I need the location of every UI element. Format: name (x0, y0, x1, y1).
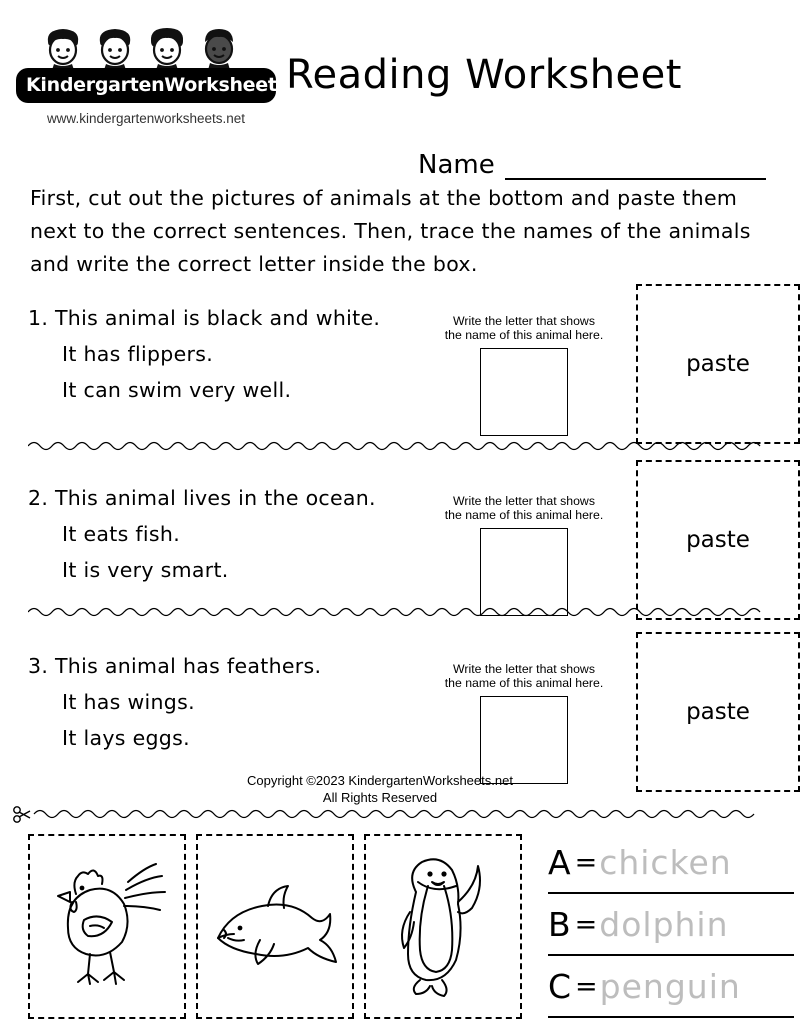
instructions-text: First, cut out the pictures of animals at the bottom and paste them next to the correct sentences. Then, trace the names of the animals and write the correct letter inside the box. (30, 186, 751, 276)
scallop-divider (28, 438, 772, 452)
question-text (28, 648, 458, 756)
question-line: It eats fish. (62, 522, 181, 546)
dolphin-picture-icon (200, 842, 350, 1012)
letter-hint-text: Write the letter that shows the name of this animal here. (444, 494, 604, 522)
question-line: It can swim very well. (62, 378, 292, 402)
page-title: Reading Worksheet (286, 52, 682, 98)
answer-key-list (548, 832, 794, 1018)
cutout-cell[interactable] (28, 834, 186, 1019)
name-label: Name (418, 150, 495, 180)
question-line: It is very smart. (62, 558, 229, 582)
question-number: 2. (28, 486, 55, 510)
question-line: It lays eggs. (62, 726, 190, 750)
name-field-row (418, 150, 766, 180)
letter-answer-area (444, 662, 604, 784)
question-text (28, 300, 458, 408)
question-line (28, 300, 458, 336)
answer-key-letter: B (548, 904, 571, 944)
cut-line (8, 804, 788, 824)
kid-face-icon (196, 24, 242, 70)
cutout-cell[interactable] (364, 834, 522, 1019)
question-line: It has flippers. (62, 342, 214, 366)
paste-box[interactable]: paste (636, 460, 800, 620)
cutout-pictures-row (28, 834, 528, 1019)
question-line: It has wings. (62, 690, 195, 714)
question-line (28, 648, 458, 684)
scissors-cutline-icon (8, 804, 788, 824)
scallop-divider (28, 604, 772, 618)
logo-url-text: www.kindergartenworksheets.net (46, 111, 246, 126)
scallop-divider-icon (28, 439, 772, 453)
question-number: 1. (28, 306, 55, 330)
answer-key-row[interactable] (548, 832, 794, 894)
answer-key-trace-word: penguin (599, 966, 741, 1006)
site-logo (16, 26, 330, 126)
letter-answer-box[interactable] (480, 348, 568, 436)
name-input-line[interactable] (505, 154, 766, 180)
kid-face-icon (40, 24, 86, 70)
letter-answer-area (444, 494, 604, 616)
scallop-divider-icon (28, 605, 772, 619)
answer-key-row[interactable] (548, 956, 794, 1018)
paste-box[interactable]: paste (636, 632, 800, 792)
answer-key-equals: = (575, 970, 598, 1002)
copyright-block (0, 772, 760, 806)
kids-illustration (30, 26, 276, 68)
question-sentence: This animal has feathers. (54, 654, 322, 678)
question-text (28, 480, 458, 588)
letter-answer-box[interactable] (480, 696, 568, 784)
question-sentence: This animal is black and white. (54, 306, 381, 330)
letter-answer-box[interactable] (480, 528, 568, 616)
chicken-picture-icon (32, 842, 182, 1012)
logo-badge-label: KindergartenWorksheets.net (16, 68, 276, 103)
letter-answer-area (444, 314, 604, 436)
letter-hint-text: Write the letter that shows the name of this animal here. (444, 662, 604, 690)
letter-hint-text: Write the letter that shows the name of this animal here. (444, 314, 604, 342)
question-number: 3. (28, 654, 55, 678)
kid-face-icon (144, 24, 190, 70)
copyright-line: Copyright ©2023 KindergartenWorksheets.net (247, 773, 513, 788)
penguin-picture-icon (368, 842, 518, 1012)
kid-face-icon (92, 24, 138, 70)
answer-key-trace-word: chicken (599, 842, 732, 882)
answer-key-trace-word: dolphin (599, 904, 729, 944)
page-header (0, 18, 800, 180)
question-line (28, 480, 458, 516)
question-sentence: This animal lives in the ocean. (54, 486, 376, 510)
answer-key-letter: A (548, 842, 571, 882)
paste-box[interactable]: paste (636, 284, 800, 444)
answer-key-equals: = (574, 846, 598, 878)
answer-key-letter: C (548, 966, 572, 1006)
answer-key-equals: = (574, 908, 598, 940)
cutout-cell[interactable] (196, 834, 354, 1019)
copyright-line: All Rights Reserved (322, 790, 438, 805)
answer-key-row[interactable] (548, 894, 794, 956)
